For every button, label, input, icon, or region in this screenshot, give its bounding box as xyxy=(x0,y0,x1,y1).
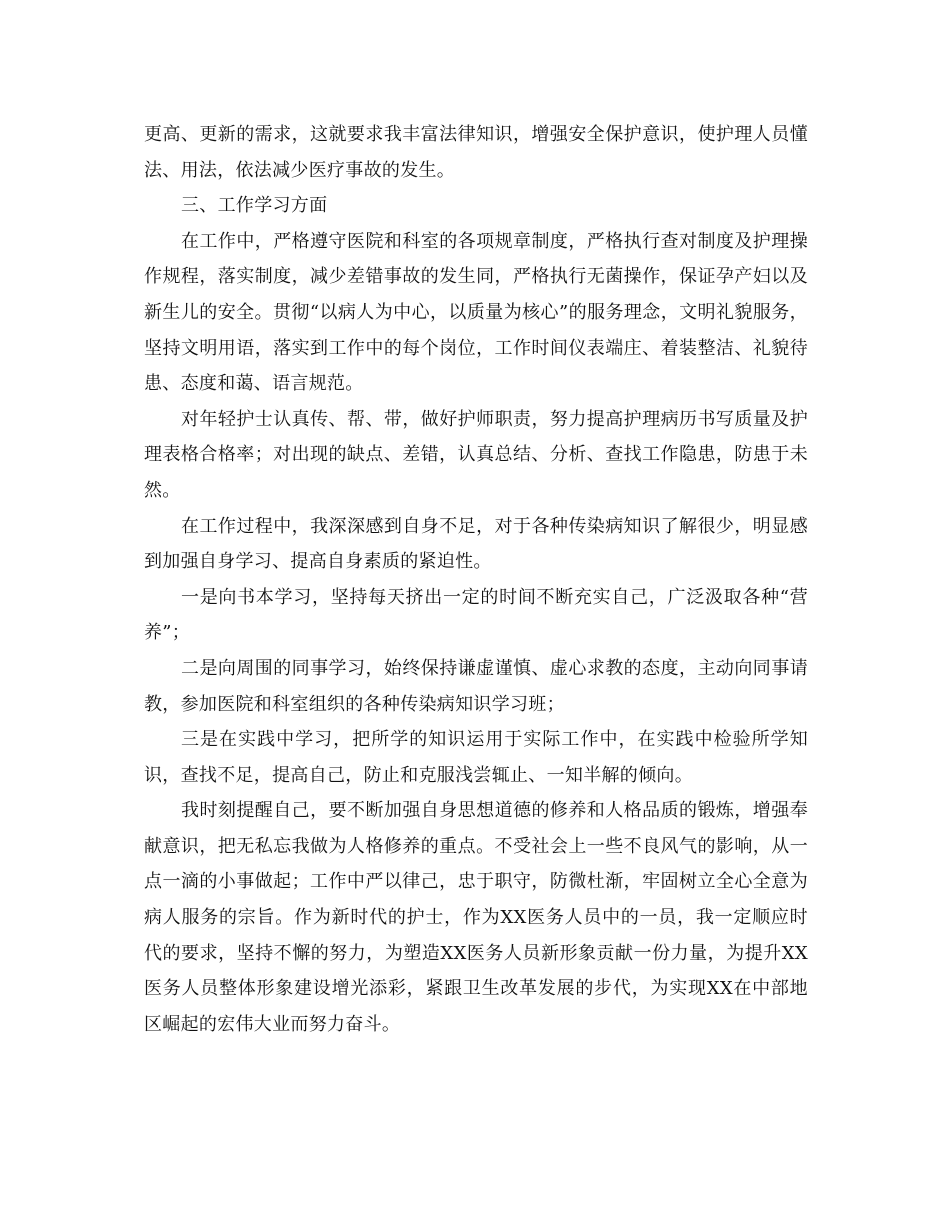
paragraph-book-learning: 一是向书本学习，坚持每天挤出一定的时间不断充实自己，广泛汲取各种“营养”； xyxy=(144,586,808,644)
paragraph-continuation: 更高、更新的需求，这就要求我丰富法律知识，增强安全保护意识，使护理人员懂法、用法，依法减少医疗事故的发生。 xyxy=(144,124,808,181)
paragraph-self-study: 在工作过程中，我深深感到自身不足，对于各种传染病知识了解很少，明显感到加强自身学习、提高自身素质的紧迫性。 xyxy=(144,515,808,573)
document-body xyxy=(144,117,808,1042)
paragraph-peer-learning: 二是向周围的同事学习，始终保持谦虚谨慎、虚心求教的态度，主动向同事请教，参加医院和科室组织的各种传染病知识学习班； xyxy=(144,657,808,715)
paragraph-mentoring: 对年轻护士认真传、帮、带，做好护师职责，努力提高护理病历书写质量及护理表格合格率；对出现的缺点、差错，认真总结、分析、查找工作隐患，防患于未然。 xyxy=(144,408,808,501)
paragraph-conclusion: 我时刻提醒自己，要不断加强自身思想道德的修养和人格品质的锻炼，增强奉献意识，把无私忘我做为人格修养的重点。不受社会上一些不良风气的影响，从一点一滴的小事做起；工作中严以律己，忠于职守，防微杜渐，牢固树立全心全意为病人服务的宗旨。作为新时代的护士，作为XX医务人员中的一员，我一定顺应时代的要求，坚持不懈的努力，为塑造XX医务人员新形象贡献一份力量，为提升XX医务人员整体形象建设增光添彩，紧跟卫生改革发展的步代，为实现XX在中部地区崛起的宏伟大业而努力奋斗。 xyxy=(144,800,808,1035)
section-heading: 三、工作学习方面 xyxy=(181,195,328,217)
paragraph-work-rules: 在工作中，严格遵守医院和科室的各项规章制度，严格执行查对制度及护理操作规程，落实制度，减少差错事故的发生同，严格执行无菌操作，保证孕产妇以及新生儿的安全。贯彻“以病人为中心，以质量为核心”的服务理念，文明礼貌服务，坚持文明用语，落实到工作中的每个岗位，工作时间仪表端庄、着装整洁、礼貌待患、态度和蔼、语言规范。 xyxy=(144,230,808,395)
paragraph-practice-learning: 三是在实践中学习，把所学的知识运用于实际工作中，在实践中检验所学知识，查找不足，提高自己，防止和克服浅尝辄止、一知半解的倾向。 xyxy=(144,729,808,786)
